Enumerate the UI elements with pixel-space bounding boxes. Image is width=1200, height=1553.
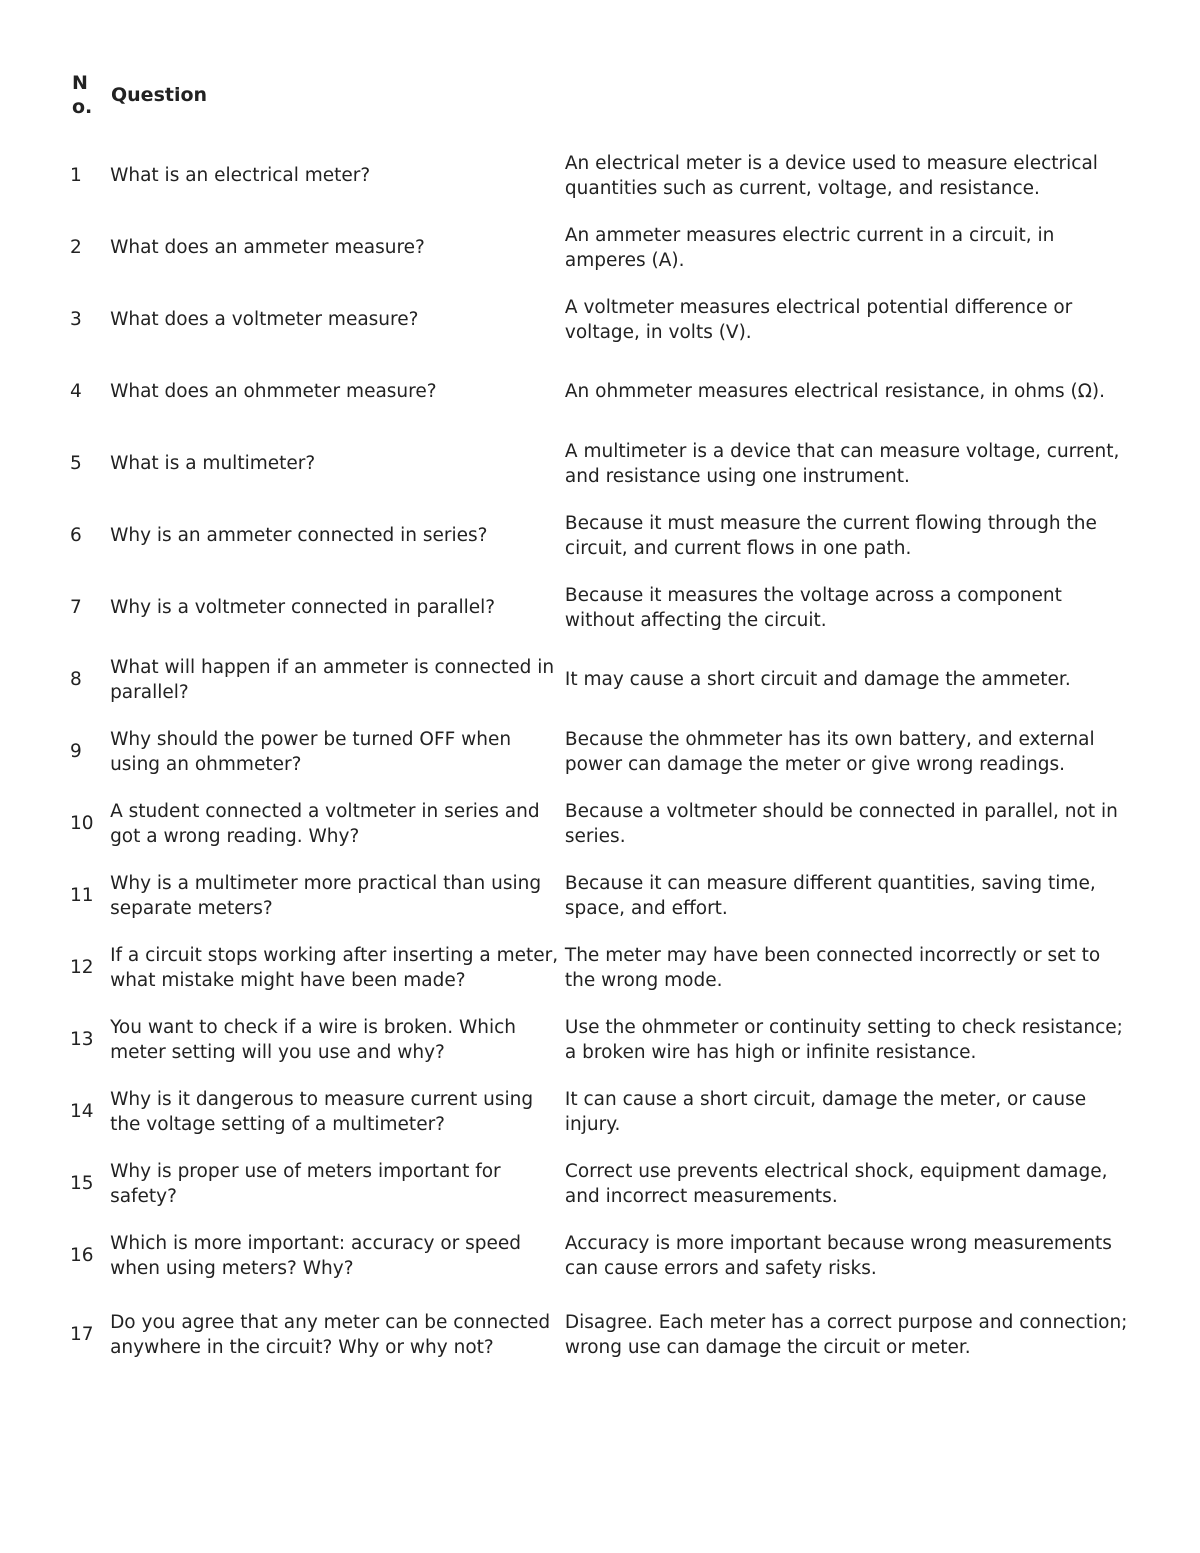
table-row [70, 1076, 1132, 1148]
row-answer: A multimeter is a device that can measure voltage, current, and resistance using one instrument. [564, 440, 1120, 487]
table-row [70, 284, 1132, 356]
row-question: A student connected a voltmeter in series and got a wrong reading. Why? [110, 800, 540, 847]
row-question: Why is a voltmeter connected in parallel? [110, 597, 496, 619]
row-question: Why is proper use of meters important for safety? [110, 1160, 501, 1207]
row-question: Why is a multimeter more practical than using separate meters? [110, 872, 542, 919]
row-question: What does an ammeter measure? [110, 237, 425, 259]
row-number: 14 [70, 1101, 94, 1123]
row-number: 3 [70, 309, 82, 331]
row-number: 6 [70, 525, 82, 547]
row-answer: Disagree. Each meter has a correct purpose and connection; wrong use can damage the circuit or meter. [564, 1311, 1128, 1358]
table-row [70, 500, 1132, 572]
row-answer: An ammeter measures electric current in a circuit, in amperes (A). [564, 224, 1055, 271]
table-row [70, 716, 1132, 788]
row-question: If a circuit stops working after inserting a meter, what mistake might have been made? [110, 944, 559, 991]
row-answer: An ohmmeter measures electrical resistance, in ohms (Ω). [564, 381, 1105, 403]
row-question: You want to check if a wire is broken. Which meter setting will you use and why? [110, 1016, 517, 1063]
row-number: 13 [70, 1029, 94, 1051]
row-number: 17 [70, 1324, 94, 1346]
row-answer: Accuracy is more important because wrong measurements can cause errors and safety risks. [564, 1232, 1112, 1279]
row-question: Why is it dangerous to measure current using the voltage setting of a multimeter? [110, 1088, 534, 1135]
table-row [70, 1220, 1132, 1292]
qa-table [70, 140, 1132, 1378]
row-number: 4 [70, 381, 82, 403]
table-row [70, 428, 1132, 500]
table-row [70, 140, 1132, 212]
row-answer: It can cause a short circuit, damage the meter, or cause injury. [564, 1088, 1087, 1135]
row-number: 2 [70, 237, 82, 259]
row-number: 15 [70, 1173, 94, 1195]
row-answer: It may cause a short circuit and damage the ammeter. [564, 669, 1071, 691]
row-answer: Correct use prevents electrical shock, equipment damage, and incorrect measurements. [564, 1160, 1108, 1207]
row-question: Do you agree that any meter can be connected anywhere in the circuit? Why or why not? [110, 1311, 551, 1358]
row-number: 9 [70, 741, 82, 763]
table-row [70, 1004, 1132, 1076]
row-number: 5 [70, 453, 82, 475]
row-question: What will happen if an ammeter is connected in parallel? [110, 656, 555, 703]
row-number: 7 [70, 597, 82, 619]
row-number: 16 [70, 1245, 94, 1267]
table-row [70, 1292, 1132, 1378]
table-row [70, 860, 1132, 932]
table-row [70, 212, 1132, 284]
row-number: 1 [70, 165, 82, 187]
row-answer: Because it measures the voltage across a component without affecting the circuit. [564, 584, 1062, 631]
row-number: 8 [70, 669, 82, 691]
row-number: 11 [70, 885, 94, 907]
row-answer: Because the ohmmeter has its own battery, and external power can damage the meter or give wrong readings. [564, 728, 1095, 775]
table-row [70, 1148, 1132, 1220]
row-question: Why should the power be turned OFF when using an ohmmeter? [110, 728, 512, 775]
row-question: What is a multimeter? [110, 453, 316, 475]
table-row [70, 788, 1132, 860]
row-question: Why is an ammeter connected in series? [110, 525, 488, 547]
row-answer: Because it can measure different quantities, saving time, space, and effort. [564, 872, 1096, 919]
row-answer: The meter may have been connected incorrectly or set to the wrong mode. [564, 944, 1101, 991]
row-answer: Because a voltmeter should be connected in parallel, not in series. [564, 800, 1118, 847]
row-number: 10 [70, 813, 94, 835]
table-row [70, 356, 1132, 428]
table-row [70, 644, 1132, 716]
row-number: 12 [70, 957, 94, 979]
header-no: No. [72, 72, 93, 118]
row-question: What does an ohmmeter measure? [110, 381, 437, 403]
row-question: What is an electrical meter? [110, 165, 371, 187]
row-answer: Because it must measure the current flowing through the circuit, and current flows in one path. [564, 512, 1097, 559]
row-question: Which is more important: accuracy or speed when using meters? Why? [110, 1232, 522, 1279]
row-answer: Use the ohmmeter or continuity setting to check resistance; a broken wire has high or infinite resistance. [564, 1016, 1123, 1063]
row-answer: An electrical meter is a device used to measure electrical quantities such as current, voltage, and resistance. [564, 152, 1098, 199]
header-question: Question [111, 84, 208, 106]
row-question: What does a voltmeter measure? [110, 309, 419, 331]
table-row [70, 932, 1132, 1004]
table-row [70, 572, 1132, 644]
row-answer: A voltmeter measures electrical potential difference or voltage, in volts (V). [564, 296, 1073, 343]
